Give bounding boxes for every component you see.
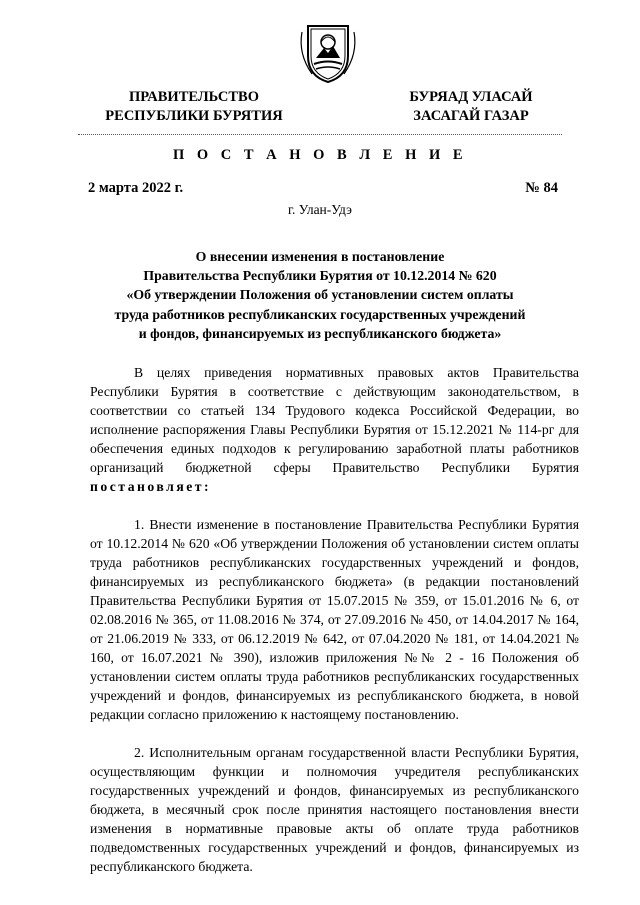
coat-of-arms-icon	[294, 18, 362, 86]
preamble-paragraph	[90, 363, 579, 496]
decree-word: постановляет:	[90, 479, 212, 494]
title-line: О внесении изменения в постановление	[195, 249, 445, 264]
title-line: труда работников республиканских государственных учреждений	[114, 306, 526, 322]
document-body	[90, 363, 579, 895]
header-divider	[78, 134, 562, 135]
preamble-text: В целях приведения нормативных правовых актов Правительства Республики Бурятия в соответствие с действующим законодательством, в соответствии со статьей 134 Трудового кодекса Российской Федерации, во исполнение распоряжения Главы Республики Бурятия от 15.12.2021 № 114-рг для обеспечения единых подходов к регулированию заработной платы работников организаций бюджетной сферы Правительство Республики Бурятия	[90, 365, 579, 475]
document-date: 2 марта 2022 г.	[88, 180, 184, 196]
document-city: г. Улан-Удэ	[288, 202, 352, 217]
org-ru-line2: РЕСПУБЛИКИ БУРЯТИЯ	[105, 108, 283, 124]
title-line: и фондов, финансируемых из республиканского бюджета»	[138, 325, 502, 341]
org-bua-line2: ЗАСАГАЙ ГАЗАР	[413, 108, 529, 124]
item-2-paragraph: 2. Исполнительным органам государственной власти Республики Бурятия, осуществляющим функции и полномочия учредителя республиканских государственных учреждений и фондов, финансируемых из республиканского бюджета, в месячный срок после принятия настоящего постановления внести изменения в нормативные правовые акты об оплате труда работников подведомственных государственных учреждений и фондов, финансируемых из республиканского бюджета.	[90, 745, 579, 874]
document-type: П О С Т А Н О В Л Е Н И Е	[172, 147, 468, 163]
org-ru-line1: ПРАВИТЕЛЬСТВО	[129, 89, 259, 105]
document-number: № 84	[525, 180, 558, 196]
org-name-russian	[78, 88, 310, 126]
org-name-buryat	[384, 88, 558, 126]
title-line: «Об утверждении Положения об установлении систем оплаты	[126, 287, 514, 303]
document-title	[90, 247, 550, 343]
org-bua-line1: БУРЯАД УЛАСАЙ	[409, 89, 533, 105]
title-line: Правительства Республики Бурятия от 10.12.2014 № 620	[143, 268, 497, 284]
item-1-paragraph: 1. Внести изменение в постановление Правительства Республики Бурятия от 10.12.2014 № 620 «Об утверждении Положения об установлении систем оплаты труда работников республиканских государственных учреждений и фондов, финансируемых из республиканского бюджета» (в редакции постановлений Правительства Республики Бурятия от 15.07.2015 № 359, от 15.01.2016 № 6, от 02.08.2016 № 365, от 11.08.2016 № 374, от 27.09.2016 № 450, от 14.04.2017 № 164, от 21.06.2019 № 333, от 06.12.2019 № 642, от 07.04.2020 № 181, от 14.04.2021 № 160, от 16.07.2021 № 390), изложив приложения №№ 2 - 16 Положения об установлении систем оплаты труда работников республиканских государственных учреждений и фондов, финансируемых из республиканского бюджета, в новой редакции согласно приложению к настоящему постановлению.	[90, 517, 579, 722]
